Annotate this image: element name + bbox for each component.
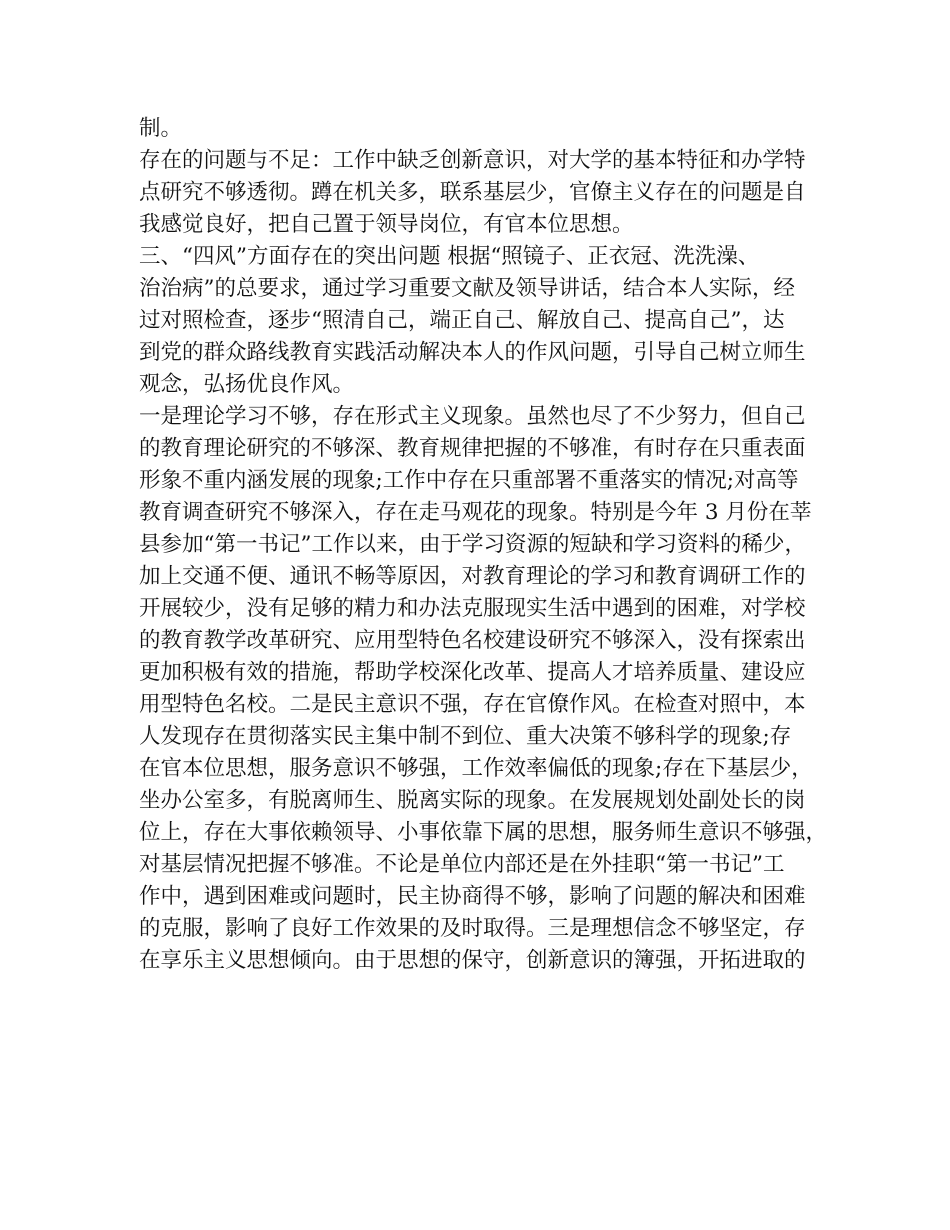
text-line: 三、“四风”方面存在的突出问题 根据“照镜子、正衣冠、洗洗澡、 xyxy=(139,244,760,269)
text-line: 的克服，影响了良好工作效果的及时取得。三是理想信念不够坚定，存 xyxy=(139,916,806,941)
text-line: 治治病”的总要求，通过学习重要文献及领导讲话，结合本人实际，经 xyxy=(139,276,795,301)
text-line: 用型特色名校。二是民主意识不强，存在官僚作风。在检查对照中，本 xyxy=(139,692,806,717)
text-line: 教育调查研究不够深入，存在走马观花的现象。特别是今年 3 月份在莘 xyxy=(139,500,812,525)
text-line: 作中，遇到困难或问题时，民主协商得不够，影响了问题的解决和困难 xyxy=(139,884,806,909)
text-line: 我感觉良好，把自己置于领导岗位，有官本位思想。 xyxy=(139,212,634,237)
text-line: 过对照检查，逐步“照清自己，端正自己、解放自己、提高自己”，达 xyxy=(139,308,785,333)
document-body xyxy=(139,113,828,977)
text-line: 在官本位思想，服务意识不够强，工作效率偏低的现象;存在下基层少， xyxy=(139,756,813,781)
text-line: 更加积极有效的措施，帮助学校深化改革、提高人才培养质量、建设应 xyxy=(139,660,806,685)
text-line: 坐办公室多，有脱离师生、脱离实际的现象。在发展规划处副处长的岗 xyxy=(139,788,806,813)
text-line: 县参加“第一书记”工作以来，由于学习资源的短缺和学习资料的稀少， xyxy=(139,532,806,557)
text-line: 的教育理论研究的不够深、教育规律把握的不够准，有时存在只重表面 xyxy=(139,436,806,461)
text-line: 制。 xyxy=(139,116,183,141)
text-line: 观念，弘扬优良作风。 xyxy=(139,372,355,397)
text-line: 在享乐主义思想倾向。由于思想的保守，创新意识的簿强，开拓进取的 xyxy=(139,948,806,973)
text-line: 的教育教学改革研究、应用型特色名校建设研究不够深入，没有探索出 xyxy=(139,628,806,653)
text-line: 开展较少，没有足够的精力和办法克服现实生活中遇到的困难，对学校 xyxy=(139,596,806,621)
text-line: 存在的问题与不足：工作中缺乏创新意识，对大学的基本特征和办学特 xyxy=(139,148,806,173)
text-line: 对基层情况把握不够准。不论是单位内部还是在外挂职“第一书记”工 xyxy=(139,852,785,877)
text-line: 形象不重内涵发展的现象;工作中存在只重部署不重落实的情况;对高等 xyxy=(139,468,799,493)
text-line: 到党的群众路线教育实践活动解决本人的作风问题，引导自己树立师生 xyxy=(139,340,806,365)
text-line: 位上，存在大事依赖领导、小事依靠下属的思想，服务师生意识不够强， xyxy=(139,820,828,845)
text-line: 点研究不够透彻。蹲在机关多，联系基层少，官僚主义存在的问题是自 xyxy=(139,180,806,205)
text-line: 人发现存在贯彻落实民主集中制不到位、重大决策不够科学的现象;存 xyxy=(139,724,792,749)
text-line: 加上交通不便、通讯不畅等原因，对教育理论的学习和教育调研工作的 xyxy=(139,564,806,589)
text-line: 一是理论学习不够，存在形式主义现象。虽然也尽了不少努力，但自己 xyxy=(139,404,806,429)
